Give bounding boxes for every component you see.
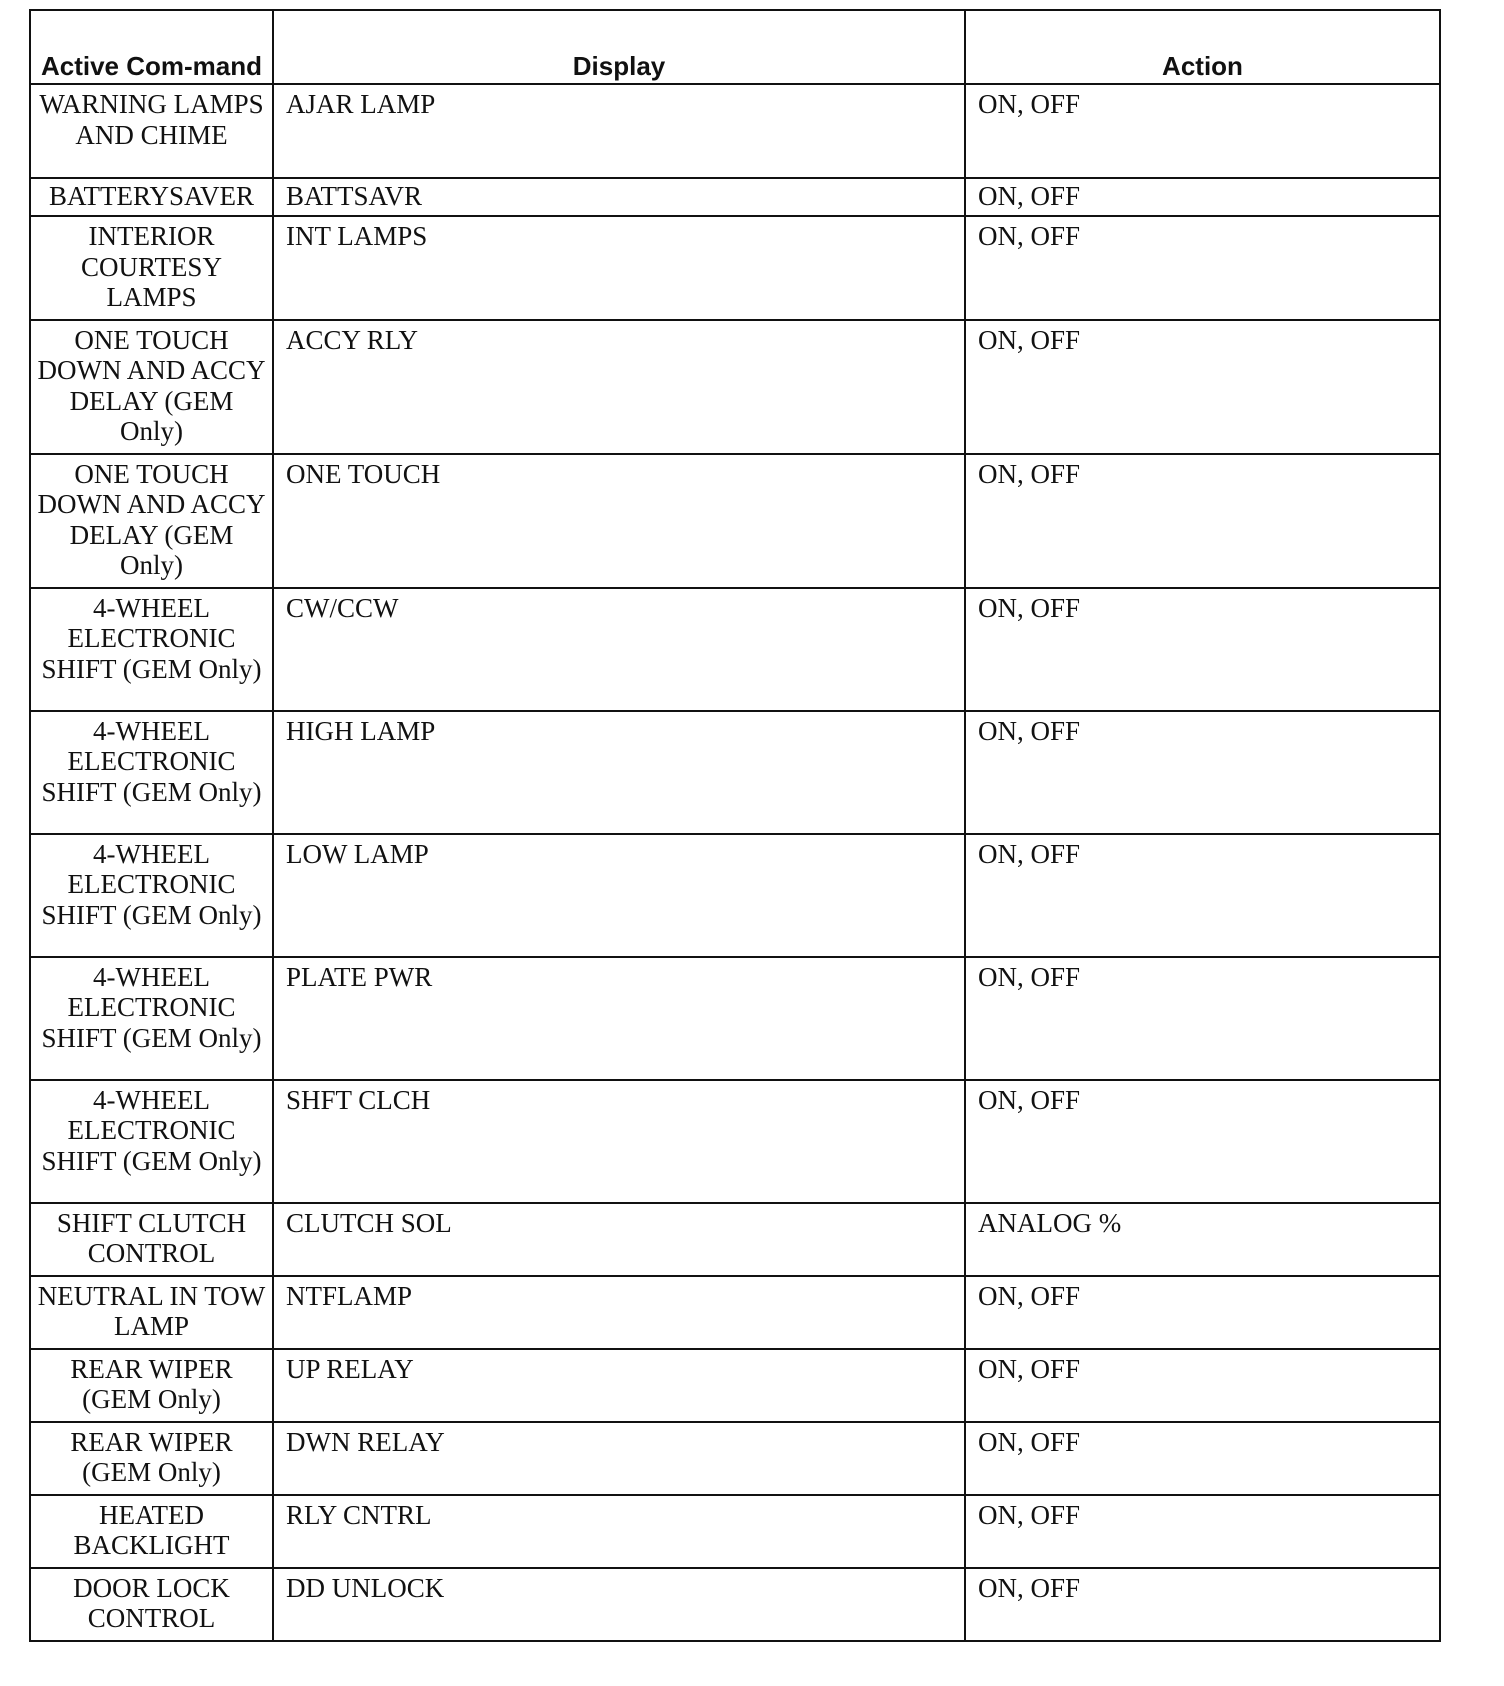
cell-action: ON, OFF xyxy=(965,957,1440,1080)
cell-display: LOW LAMP xyxy=(273,834,965,957)
table-row xyxy=(30,1276,1440,1349)
cell-command: 4-WHEEL ELECTRONIC SHIFT (GEM Only) xyxy=(30,711,273,834)
cell-display: AJAR LAMP xyxy=(273,84,965,178)
header-display xyxy=(273,10,965,84)
cell-action: ON, OFF xyxy=(965,1349,1440,1422)
cell-action: ON, OFF xyxy=(965,1568,1440,1641)
table-row xyxy=(30,711,1440,834)
cell-command: 4-WHEEL ELECTRONIC SHIFT (GEM Only) xyxy=(30,834,273,957)
table-row xyxy=(30,1568,1440,1641)
cell-action: ON, OFF xyxy=(965,588,1440,711)
cell-action: ON, OFF xyxy=(965,1495,1440,1568)
table-row xyxy=(30,84,1440,178)
table-row xyxy=(30,834,1440,957)
cell-command: 4-WHEEL ELECTRONIC SHIFT (GEM Only) xyxy=(30,1080,273,1203)
header-display-label: Display xyxy=(572,51,666,81)
cell-command: HEATED BACKLIGHT xyxy=(30,1495,273,1568)
cell-action: ON, OFF xyxy=(965,1276,1440,1349)
cell-display: ACCY RLY xyxy=(273,320,965,454)
header-active-command-label: Active Com-mand xyxy=(40,51,263,81)
cell-action: ON, OFF xyxy=(965,1080,1440,1203)
cell-command: REAR WIPER (GEM Only) xyxy=(30,1422,273,1495)
cell-display: HIGH LAMP xyxy=(273,711,965,834)
cell-display: UP RELAY xyxy=(273,1349,965,1422)
cell-command: 4-WHEEL ELECTRONIC SHIFT (GEM Only) xyxy=(30,588,273,711)
cell-command: ONE TOUCH DOWN AND ACCY DELAY (GEM Only) xyxy=(30,454,273,588)
cell-action: ON, OFF xyxy=(965,178,1440,216)
table-row xyxy=(30,1349,1440,1422)
cell-display: ONE TOUCH xyxy=(273,454,965,588)
cell-action: ON, OFF xyxy=(965,84,1440,178)
cell-display: SHFT CLCH xyxy=(273,1080,965,1203)
cell-display: CLUTCH SOL xyxy=(273,1203,965,1276)
table-row xyxy=(30,178,1440,216)
cell-action: ON, OFF xyxy=(965,454,1440,588)
cell-display: DD UNLOCK xyxy=(273,1568,965,1641)
active-command-table xyxy=(29,9,1441,1642)
cell-display: RLY CNTRL xyxy=(273,1495,965,1568)
cell-display: PLATE PWR xyxy=(273,957,965,1080)
cell-command: BATTERYSAVER xyxy=(30,178,273,216)
header-action xyxy=(965,10,1440,84)
cell-display: NTFLAMP xyxy=(273,1276,965,1349)
cell-display: DWN RELAY xyxy=(273,1422,965,1495)
table-row xyxy=(30,1495,1440,1568)
table-row xyxy=(30,957,1440,1080)
table-row xyxy=(30,1422,1440,1495)
cell-action: ON, OFF xyxy=(965,216,1440,320)
table-row xyxy=(30,454,1440,588)
cell-action: ON, OFF xyxy=(965,320,1440,454)
cell-command: ONE TOUCH DOWN AND ACCY DELAY (GEM Only) xyxy=(30,320,273,454)
header-active-command xyxy=(30,10,273,84)
cell-command: NEUTRAL IN TOW LAMP xyxy=(30,1276,273,1349)
table-row xyxy=(30,1080,1440,1203)
cell-display: BATTSAVR xyxy=(273,178,965,216)
cell-action: ON, OFF xyxy=(965,1422,1440,1495)
table-header-row xyxy=(30,10,1440,84)
table-row xyxy=(30,588,1440,711)
table-row xyxy=(30,216,1440,320)
header-action-label: Action xyxy=(1162,51,1243,81)
cell-command: SHIFT CLUTCH CONTROL xyxy=(30,1203,273,1276)
cell-action: ON, OFF xyxy=(965,711,1440,834)
cell-command: WARNING LAMPS AND CHIME xyxy=(30,84,273,178)
active-command-table-container xyxy=(29,9,1439,1642)
cell-command: REAR WIPER (GEM Only) xyxy=(30,1349,273,1422)
cell-display: INT LAMPS xyxy=(273,216,965,320)
cell-action: ANALOG % xyxy=(965,1203,1440,1276)
cell-command: 4-WHEEL ELECTRONIC SHIFT (GEM Only) xyxy=(30,957,273,1080)
table-row xyxy=(30,320,1440,454)
cell-command: DOOR LOCK CONTROL xyxy=(30,1568,273,1641)
cell-action: ON, OFF xyxy=(965,834,1440,957)
cell-command: INTERIOR COURTESY LAMPS xyxy=(30,216,273,320)
table-row xyxy=(30,1203,1440,1276)
cell-display: CW/CCW xyxy=(273,588,965,711)
